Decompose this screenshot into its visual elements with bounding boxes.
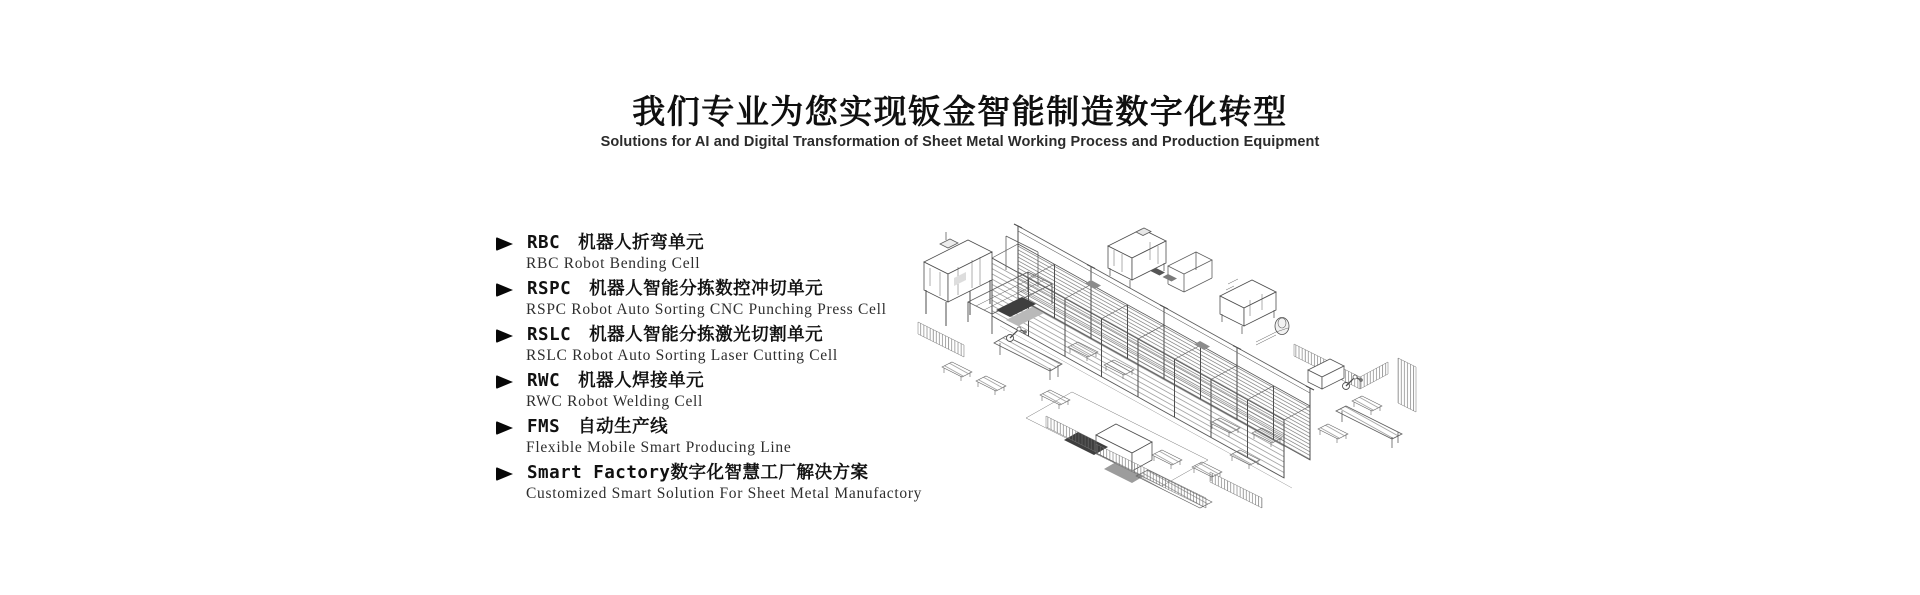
page-subtitle: Solutions for AI and Digital Transformation of Sheet Metal Working Process and Production Equipment [600, 134, 1320, 150]
product-subtitle-en: RWC Robot Welding Cell [526, 393, 704, 410]
product-title-zh: FMS 自动生产线 [527, 417, 669, 437]
bullet-arrow-icon [496, 329, 513, 343]
product-title-zh: RSLC 机器人智能分拣激光切割单元 [527, 325, 824, 345]
product-item-rwc [496, 371, 926, 411]
product-subtitle-en: RSLC Robot Auto Sorting Laser Cutting Cell [526, 347, 838, 364]
page-title: 我们专业为您实现钣金智能制造数字化转型 [632, 92, 1288, 131]
factory-line-illustration [910, 210, 1422, 512]
product-item-rspc [496, 279, 926, 319]
bullet-arrow-icon [496, 237, 513, 251]
product-subtitle-en: RBC Robot Bending Cell [526, 255, 701, 272]
bullet-arrow-icon [496, 283, 513, 297]
bullet-arrow-icon [496, 467, 513, 481]
product-title-zh: RBC 机器人折弯单元 [527, 233, 705, 253]
product-item-smart-factory [496, 463, 926, 503]
product-item-rslc [496, 325, 926, 365]
product-subtitle-en: RSPC Robot Auto Sorting CNC Punching Press Cell [526, 301, 887, 318]
product-item-fms [496, 417, 926, 457]
product-title-zh: Smart Factory数字化智慧工厂解决方案 [527, 463, 869, 483]
product-list [496, 233, 926, 509]
product-title-zh: RSPC 机器人智能分拣数控冲切单元 [527, 279, 824, 299]
bullet-arrow-icon [496, 421, 513, 435]
product-subtitle-en: Customized Smart Solution For Sheet Metal Manufactory [526, 485, 923, 502]
product-title-zh: RWC 机器人焊接单元 [527, 371, 705, 391]
bullet-arrow-icon [496, 375, 513, 389]
product-item-rbc [496, 233, 926, 273]
product-subtitle-en: Flexible Mobile Smart Producing Line [526, 439, 792, 456]
headline [0, 94, 1920, 151]
